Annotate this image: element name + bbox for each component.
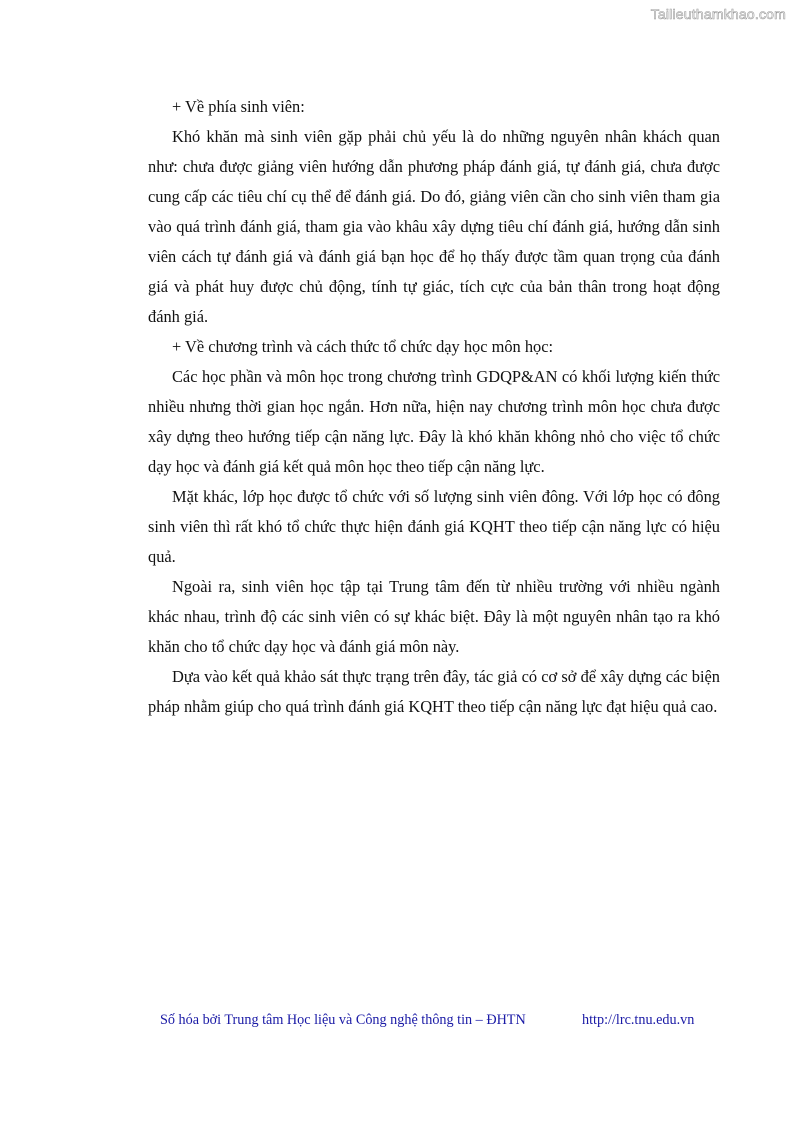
footer-source: Số hóa bởi Trung tâm Học liệu và Công nghệ thông tin – ĐHTN <box>160 1012 526 1028</box>
body-text <box>148 92 720 722</box>
paragraph: Mặt khác, lớp học được tổ chức với số lượng sinh viên đông. Với lớp học có đông sinh viên thì rất khó tổ chức thực hiện đánh giá KQHT theo tiếp cận năng lực có hiệu quả. <box>148 487 720 566</box>
paragraph: Khó khăn mà sinh viên gặp phải chủ yếu là do những nguyên nhân khách quan như: chưa được giảng viên hướng dẫn phương pháp đánh giá, tự đánh giá, chưa được cung cấp các tiêu chí cụ thể để đánh giá. Do đó, giảng viên cần cho sinh viên tham gia vào quá trình đánh giá, tham gia vào khâu xây dựng tiêu chí đánh giá, hướng dẫn sinh viên cách tự đánh giá và đánh giá bạn học để họ thấy được tầm quan trọng của đánh giá và phát huy được chủ động, tính tự giác, tích cực của bản thân trong hoạt động đánh giá. <box>148 127 720 326</box>
paragraph-student-heading: + Về phía sinh viên: <box>172 97 305 116</box>
watermark-text: Tailieuthamkhao.com <box>650 6 786 22</box>
footer-url-link[interactable]: http://lrc.tnu.edu.vn <box>582 1012 695 1028</box>
paragraph-program-heading: + Về chương trình và cách thức tổ chức dạy học môn học: <box>172 337 554 356</box>
paragraph: Ngoài ra, sinh viên học tập tại Trung tâm đến từ nhiều trường với nhiều ngành khác nhau, trình độ các sinh viên có sự khác biệt. Đây là một nguyên nhân tạo ra khó khăn cho tổ chức dạy học và đánh giá môn này. <box>148 577 720 656</box>
paragraph: Các học phần và môn học trong chương trình GDQP&AN có khối lượng kiến thức nhiều nhưng thời gian học ngắn. Hơn nữa, hiện nay chương trình môn học chưa được xây dựng theo hướng tiếp cận năng lực. Đây là khó khăn không nhỏ cho việc tổ chức dạy học và đánh giá kết quả môn học theo tiếp cận năng lực. <box>148 367 720 476</box>
paragraph: Dựa vào kết quả khảo sát thực trạng trên đây, tác giả có cơ sở để xây dựng các biện pháp nhằm giúp cho quá trình đánh giá KQHT theo tiếp cận năng lực đạt hiệu quả cao. <box>148 667 720 716</box>
